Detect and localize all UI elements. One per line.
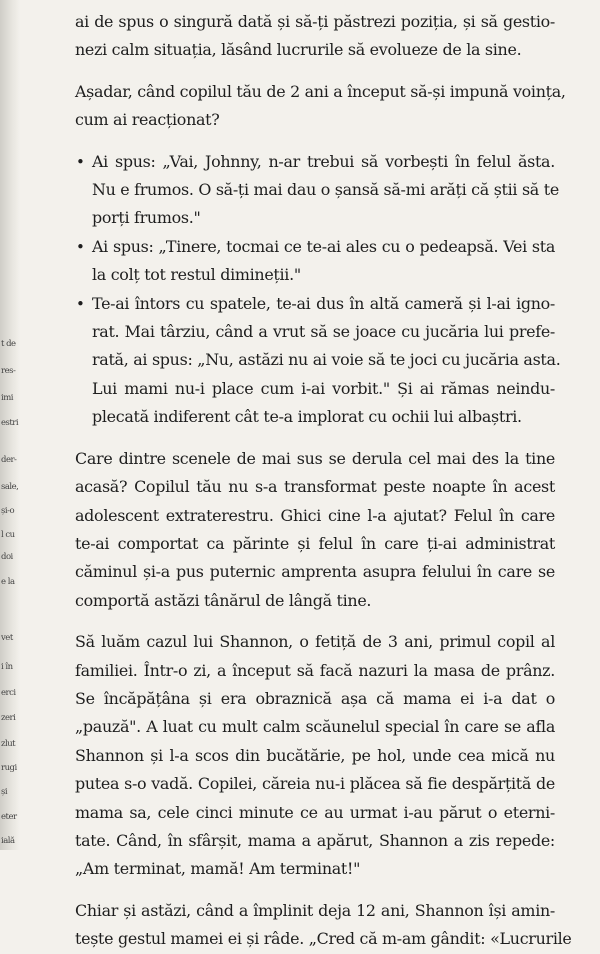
text-line: „pauză". A luat cu mult calm scăunelul special în care se afla: [75, 717, 555, 737]
text-line: Care dintre scenele de mai sus se derula cel mai des la tine: [75, 448, 555, 468]
gutter-fragment: e la: [1, 577, 15, 587]
gutter-fragment: vet: [1, 633, 13, 643]
text-line: Să luăm cazul lui Shannon, o fetiță de 3 ani, primul copil al: [75, 632, 555, 652]
gutter-fragment: t de: [1, 339, 16, 349]
bullet-icon: •: [76, 237, 85, 256]
text-line: Se încăpățâna și era obraznică așa că mama ei i-a dat o: [75, 688, 555, 708]
text-line: rat. Mai târziu, când a vrut să se joace cu jucăria lui prefe-: [92, 322, 555, 342]
gutter-fragment: estri: [1, 418, 19, 428]
text-line: te-ai comportat ca părinte și felul în care ți-ai administrat: [75, 533, 555, 553]
bullet-icon: •: [76, 152, 85, 171]
gutter-fragment: ială: [1, 836, 15, 846]
text-line: plecată indiferent cât te-a implorat cu ochii lui albaștri.: [92, 407, 522, 427]
text-line: căminul și-a pus puternic amprenta asupra felului în care se: [75, 562, 555, 582]
text-line: cum ai reacționat?: [75, 110, 220, 130]
gutter-fragment: zlut: [1, 739, 16, 749]
paragraph-1: [75, 8, 555, 65]
gutter-fragment: eter: [1, 812, 17, 822]
bullet-icon: •: [76, 294, 85, 313]
paragraph-3: [75, 445, 555, 615]
gutter-fragment: res-: [1, 366, 16, 376]
gutter-fragment: erci: [1, 688, 16, 698]
text-line: Așadar, când copilul tău de 2 ani a început să-și impună voința,: [75, 81, 566, 101]
gutter-fragment: și: [1, 787, 8, 797]
paragraph-2: [75, 78, 566, 135]
bullet-item-1: [75, 148, 559, 233]
text-line: Ai spus: „Tinere, tocmai ce te-ai ales cu o pedeapsă. Vei sta: [92, 236, 555, 256]
gutter-fragment: l cu: [1, 530, 15, 540]
text-line: Nu e frumos. O să-ți mai dau o șansă să-mi arăți că știi să te: [92, 180, 559, 200]
text-line: adolescent extraterestru. Ghici cine l-a ajutat? Felul în care: [75, 505, 555, 525]
gutter-fragment: sale,: [1, 482, 19, 492]
text-line: mama sa, cele cinci minute ce au urmat i-au părut o eterni-: [75, 802, 555, 822]
text-line: „Am terminat, mamă! Am terminat!": [75, 859, 361, 879]
bullet-list: [75, 148, 561, 432]
text-line: familiei. Într-o zi, a început să facă nazuri la masa de prânz.: [75, 660, 555, 680]
gutter-fragment: der-: [1, 455, 17, 465]
text-line: putea s-o vadă. Copilei, căreia nu-i plăcea să fie despărțită de: [75, 774, 555, 794]
text-line: Te-ai întors cu spatele, te-ai dus în altă cameră și l-ai igno-: [92, 293, 555, 313]
gutter-fragment: zeri: [1, 713, 16, 723]
book-page: [75, 8, 572, 954]
gutter-fragment: și-o: [1, 506, 15, 516]
gutter-fragment: rugi: [1, 763, 17, 773]
text-line: Chiar și astăzi, când a împlinit deja 12 ani, Shannon își amin-: [75, 900, 555, 920]
text-line: porți frumos.": [92, 208, 201, 228]
text-line: tește gestul mamei ei și râde. „Cred că m-am gândit: «Lucrurile: [75, 929, 572, 949]
text-line: Lui mami nu-i place cum i-ai vorbit." Și ai rămas neindu-: [92, 378, 555, 398]
gutter-fragment: i în: [1, 662, 13, 672]
gutter-fragment: imi: [1, 393, 13, 403]
text-line: Ai spus: „Vai, Johnny, n-ar trebui să vorbești în felul ăsta.: [92, 151, 555, 171]
gutter-fragment: doi: [1, 552, 13, 562]
text-line: Shannon și l-a scos din bucătărie, pe hol, unde cea mică nu: [75, 745, 555, 765]
text-line: comportă astăzi tânărul de lângă tine.: [75, 590, 372, 610]
paragraph-5: [75, 897, 572, 954]
text-line: nezi calm situația, lăsând lucrurile să evolueze de la sine.: [75, 40, 522, 60]
text-line: ai de spus o singură dată și să-ți păstrezi poziția, și să gestio-: [75, 12, 555, 31]
text-line: acasă? Copilul tău nu s-a transformat peste noapte în acest: [75, 477, 555, 497]
bullet-item-3: [75, 290, 561, 432]
text-line: rată, ai spus: „Nu, astăzi nu ai voie să te joci cu jucăria asta.: [92, 350, 561, 370]
bullet-item-2: [75, 233, 555, 290]
paragraph-4: [75, 628, 555, 884]
text-line: tate. Când, în sfârșit, mama a apărut, Shannon a zis repede:: [75, 830, 555, 850]
text-line: la colț tot restul dimineții.": [92, 265, 301, 285]
